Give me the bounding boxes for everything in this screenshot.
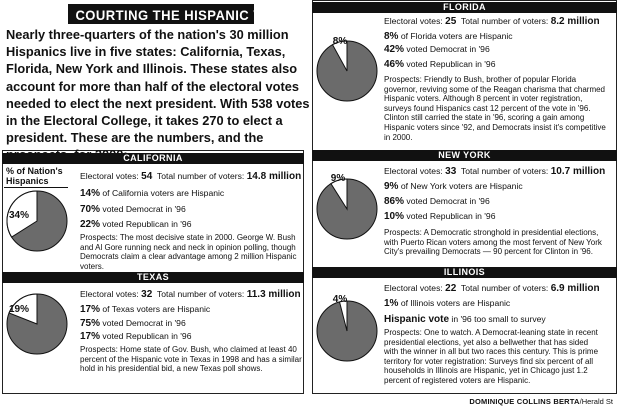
texas-line2 xyxy=(80,318,186,329)
california-line1 xyxy=(80,188,224,199)
california-prospects xyxy=(80,233,297,271)
intro-text xyxy=(6,26,310,164)
newyork-line1 xyxy=(384,181,523,192)
ev-value: 32 xyxy=(141,289,153,300)
texas-pie xyxy=(4,291,70,357)
ev-label: Electoral votes: xyxy=(384,283,443,293)
tv-label: Total number of voters: xyxy=(460,16,549,26)
texas-line1 xyxy=(80,304,210,315)
intro-line: in the Electoral College, it takes 270 to elect a xyxy=(6,113,283,129)
ev-value: 22 xyxy=(445,283,457,294)
florida-ev-line xyxy=(384,16,600,27)
california-header: CALIFORNIA xyxy=(2,153,304,164)
prospect-line: Prospects: One to watch. A Democrat-leaning state in recent xyxy=(384,328,598,337)
prospect-line: Hispanic voters. Although 8 percent in voter registration, xyxy=(384,94,583,104)
stat-number: 1% xyxy=(384,298,399,309)
florida-line2 xyxy=(384,44,490,55)
prospect-line: in 2000. xyxy=(384,132,413,142)
illinois-pie xyxy=(314,298,380,364)
illinois-ev-line xyxy=(384,283,600,294)
ev-label: Electoral votes: xyxy=(384,166,443,176)
prospect-line: Prospects: Friendly to Bush, brother of popular Florida xyxy=(384,75,577,84)
intro-line: president. These are the numbers, and the xyxy=(6,130,264,146)
prospect-line: voters. xyxy=(80,261,105,271)
stat-text: voted Democrat in '96 xyxy=(102,204,186,214)
newyork-pie xyxy=(314,176,380,242)
tv-value: 10.7 million xyxy=(550,166,606,177)
stat-number: 46% xyxy=(384,59,405,70)
newyork-ev-line xyxy=(384,166,605,177)
newyork-header: NEW YORK xyxy=(312,150,617,161)
tv-value: 6.9 million xyxy=(550,283,600,294)
intro-line: Florida, New York and Illinois. These states also xyxy=(6,61,298,77)
ev-label: Electoral votes: xyxy=(80,171,139,181)
tv-value: 8.2 million xyxy=(550,16,600,27)
prospect-line: Prospects: The most decisive state in 2000. George W. Bush xyxy=(80,233,296,242)
texas-ev-line xyxy=(80,289,301,300)
california-pct-label: 34% xyxy=(8,210,29,221)
prospect-line: with Puerto Rican voters among the most fervent of New York xyxy=(384,237,602,247)
newyork-pct-label: 9% xyxy=(330,173,346,184)
stat-text: of Texas voters are Hispanic xyxy=(102,304,211,314)
intro-line: Hispanics live in five states: California, Texas, xyxy=(6,44,286,60)
prospect-line: and Al Gore running neck and neck in opinion polling, though xyxy=(80,242,296,252)
prospect-line: Democrats claim a clear advantage among 2 million Hispanic xyxy=(80,252,297,262)
texas-header: TEXAS xyxy=(2,272,304,283)
florida-pie xyxy=(314,38,380,104)
stat-text: voted Republican in '96 xyxy=(102,219,192,229)
prospect-line: territory for voter registration: Surveys find six percent of all xyxy=(384,356,593,366)
stat-number: 42% xyxy=(384,44,405,55)
ev-value: 25 xyxy=(445,16,457,27)
texas-pct-label: 19% xyxy=(8,304,29,315)
stat-number: 17% xyxy=(80,304,101,315)
stat-text: of California voters are Hispanic xyxy=(102,188,225,198)
illinois-line2 xyxy=(384,314,546,325)
prospect-line: Clinton still carried the state in '96, scoring a gain among xyxy=(384,113,585,123)
tv-value: 11.3 million xyxy=(246,289,301,300)
intro-line: needed to elect the next president. With 538 votes xyxy=(6,95,310,111)
newyork-line2 xyxy=(384,196,490,207)
prospect-line: Prospects: Home state of Gov. Bush, who claimed at least 40 xyxy=(80,345,297,354)
tv-label: Total number of voters: xyxy=(460,283,549,293)
stat-number: 8% xyxy=(384,31,399,42)
tv-value: 14.8 million xyxy=(246,171,302,182)
stat-number: 9% xyxy=(384,181,399,192)
illinois-pct-label: 4% xyxy=(332,294,348,305)
florida-line1 xyxy=(384,31,513,42)
texas-line3 xyxy=(80,331,191,342)
stat-text: of New York voters are Hispanic xyxy=(400,181,523,191)
credit-source: /Herald St xyxy=(579,397,613,406)
prospect-line: with the winner in all but two races this century. This is prime xyxy=(384,347,599,357)
prospect-line: hold in his presidential bid, a new Texas poll shows. xyxy=(80,364,263,374)
illinois-prospects xyxy=(384,328,598,386)
prospect-line: households in Illinois are Hispanic, yet in Chicago just 1.2 xyxy=(384,366,588,376)
stat-text: voted Republican in '96 xyxy=(406,211,496,221)
tv-label: Total number of voters: xyxy=(156,289,245,299)
stat-text: of Florida voters are Hispanic xyxy=(400,31,513,41)
stat-text: voted Republican in '96 xyxy=(406,59,496,69)
prospect-line: City's prevailing Democrats — 90 percent for Clinton in '96. xyxy=(384,247,593,257)
newyork-line3 xyxy=(384,211,495,222)
stat-text: voted Democrat in '96 xyxy=(406,44,490,54)
tv-label: Total number of voters: xyxy=(156,171,245,181)
florida-line3 xyxy=(384,59,495,70)
credit-name: DOMINIQUE COLLINS BERTA xyxy=(469,397,580,406)
stat-number: 22% xyxy=(80,219,101,230)
florida-prospects xyxy=(384,75,606,142)
ev-value: 54 xyxy=(141,171,153,182)
stat-number: 14% xyxy=(80,188,101,199)
stat-number: 86% xyxy=(384,196,405,207)
texas-prospects xyxy=(80,345,302,374)
ev-label: Electoral votes: xyxy=(80,289,139,299)
florida-header: FLORIDA xyxy=(312,2,617,13)
stat-number: 70% xyxy=(80,204,101,215)
stat-text: voted Democrat in '96 xyxy=(406,196,490,206)
prospect-line: percent of registered voters are Hispanic. xyxy=(384,375,531,385)
stat-text: in '96 too small to survey xyxy=(451,314,546,324)
newyork-prospects xyxy=(384,228,602,257)
california-pie xyxy=(4,188,70,254)
intro-line: account for more than half of the electoral votes xyxy=(6,78,299,94)
pie-heading-line: % of Nation's xyxy=(6,166,63,176)
intro-line: Nearly three-quarters of the nation's 30 million xyxy=(6,27,289,42)
stat-text: voted Republican in '96 xyxy=(102,331,192,341)
ev-value: 33 xyxy=(445,166,457,177)
stat-text: of Illinois voters are Hispanic xyxy=(400,298,511,308)
title-banner xyxy=(68,4,291,24)
illinois-line1 xyxy=(384,298,510,309)
stat-bold: Hispanic vote xyxy=(384,314,450,325)
prospect-line: surveys found Hispanics cast 12 percent of the vote in '96. xyxy=(384,103,591,113)
illinois-header: ILLINOIS xyxy=(312,267,617,278)
ev-label: Electoral votes: xyxy=(384,16,443,26)
prospect-line: Prospects: A Democratic stronghold in presidential elections, xyxy=(384,228,599,237)
pie-heading xyxy=(6,166,63,186)
page-title: COURTING THE HISPANIC VOTE xyxy=(75,7,291,23)
stat-text: voted Democrat in '96 xyxy=(102,318,186,328)
pie-heading-line: Hispanics xyxy=(6,176,49,186)
photo-credit xyxy=(469,397,613,406)
florida-pct-label: 8% xyxy=(332,36,348,47)
tv-label: Total number of voters: xyxy=(460,166,549,176)
stat-number: 17% xyxy=(80,331,101,342)
california-ev-line xyxy=(80,171,301,182)
prospect-line: Hispanic voters since '92, and Democrats insist it's competitive xyxy=(384,122,606,132)
california-line2 xyxy=(80,204,186,215)
prospect-line: presidential elections, yet also a bellwether that has sided xyxy=(384,337,589,347)
prospect-line: governor, reviving some of the Reagan charisma that charmed xyxy=(384,84,606,94)
stat-number: 75% xyxy=(80,318,101,329)
california-line3 xyxy=(80,219,191,230)
prospect-line: percent of the Hispanic vote in Texas in 1998 and has a similar xyxy=(80,354,302,364)
stat-number: 10% xyxy=(384,211,405,222)
